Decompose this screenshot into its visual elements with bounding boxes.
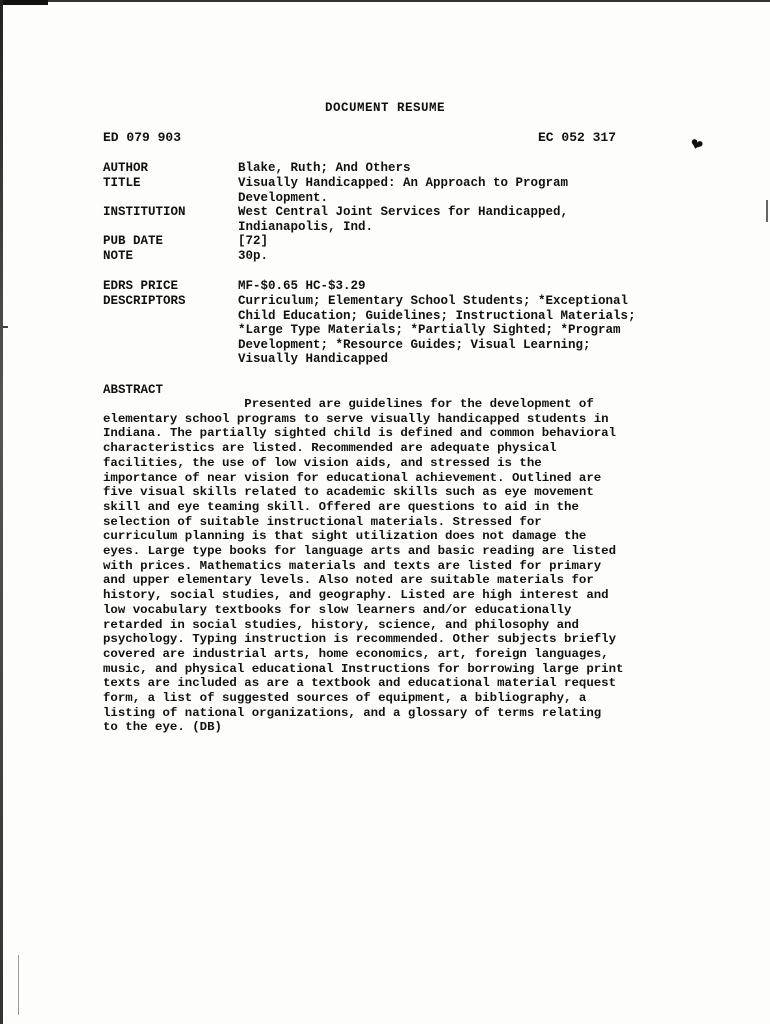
abstract-text: Presented are guidelines for the development of elementary school programs to serve visually handicapped students in Indiana. The partially sighted child is defined and common behavioral characteristics are listed. Recommended are adequate physical facilities, the use of low vision aids, and stressed is the importance of near vision for educational achievement. Outlined are five visual skills related to academic skills such as eye movement skill and eye teaming skill. Offered are questions to aid in the selection of suitable instructional materials. Stressed for curriculum planning is that sight utilization does not damage the eyes. Large type books for language arts and basic reading are listed with prices. Mathematics materials and texts are listed for primary and upper elementary levels. Also noted are suitable materials for history, social studies, and geography. Listed are high interest and low vocabulary textbooks for slow learners and/or educationally retarded in social studies, history, science, and philosophy and psychology. Typing instruction is recommended. Other subjects briefly covered are industrial arts, home economics, art, foreign languages, music, and physical educational Instructions for borrowing large print texts are included as are a textbook and educational material request form, a list of suggested sources of equipment, a bibliography, a listing of national organizations, and a glossary of terms relating to the eye. (DB) <box>103 397 624 735</box>
descriptors-value: Curriculum; Elementary School Students; *Exceptional Child Education; Guidelines; Instructional Materials; *Large Type Materials; *Partially Sighted; *Program Development; *Resource Guides; Visual Learning; Visually Handicapped <box>238 294 636 367</box>
scan-edge-right <box>766 200 768 222</box>
author-label: AUTHOR <box>103 161 149 175</box>
edrs-price-value: MF-$0.65 HC-$3.29 <box>238 279 366 293</box>
ink-mark-icon: ❤ <box>686 132 706 159</box>
document-title: DOCUMENT RESUME <box>324 101 446 115</box>
title-label: TITLE <box>103 176 141 190</box>
pub-date-value: [72] <box>238 234 269 248</box>
edrs-price-label: EDRS PRICE <box>103 279 179 293</box>
institution-label: INSTITUTION <box>103 205 186 219</box>
scan-fold-line <box>18 955 19 1015</box>
note-label: NOTE <box>103 249 134 263</box>
descriptors-label: DESCRIPTORS <box>103 294 186 308</box>
abstract-label: ABSTRACT <box>103 383 164 397</box>
ed-accession-number: ED 079 903 <box>103 130 182 145</box>
pub-date-label: PUB DATE <box>103 234 164 248</box>
scan-edge-corner <box>0 0 48 5</box>
scan-edge-top <box>0 0 770 2</box>
note-value: 30p. <box>238 249 269 263</box>
ec-accession-number: EC 052 317 <box>538 130 617 145</box>
author-value: Blake, Ruth; And Others <box>238 161 411 175</box>
institution-value: West Central Joint Services for Handicapped, Indianapolis, Ind. <box>238 205 569 234</box>
scan-edge-left <box>0 0 3 1024</box>
scan-tick-mark <box>2 326 8 328</box>
title-value: Visually Handicapped: An Approach to Program Development. <box>238 176 569 205</box>
